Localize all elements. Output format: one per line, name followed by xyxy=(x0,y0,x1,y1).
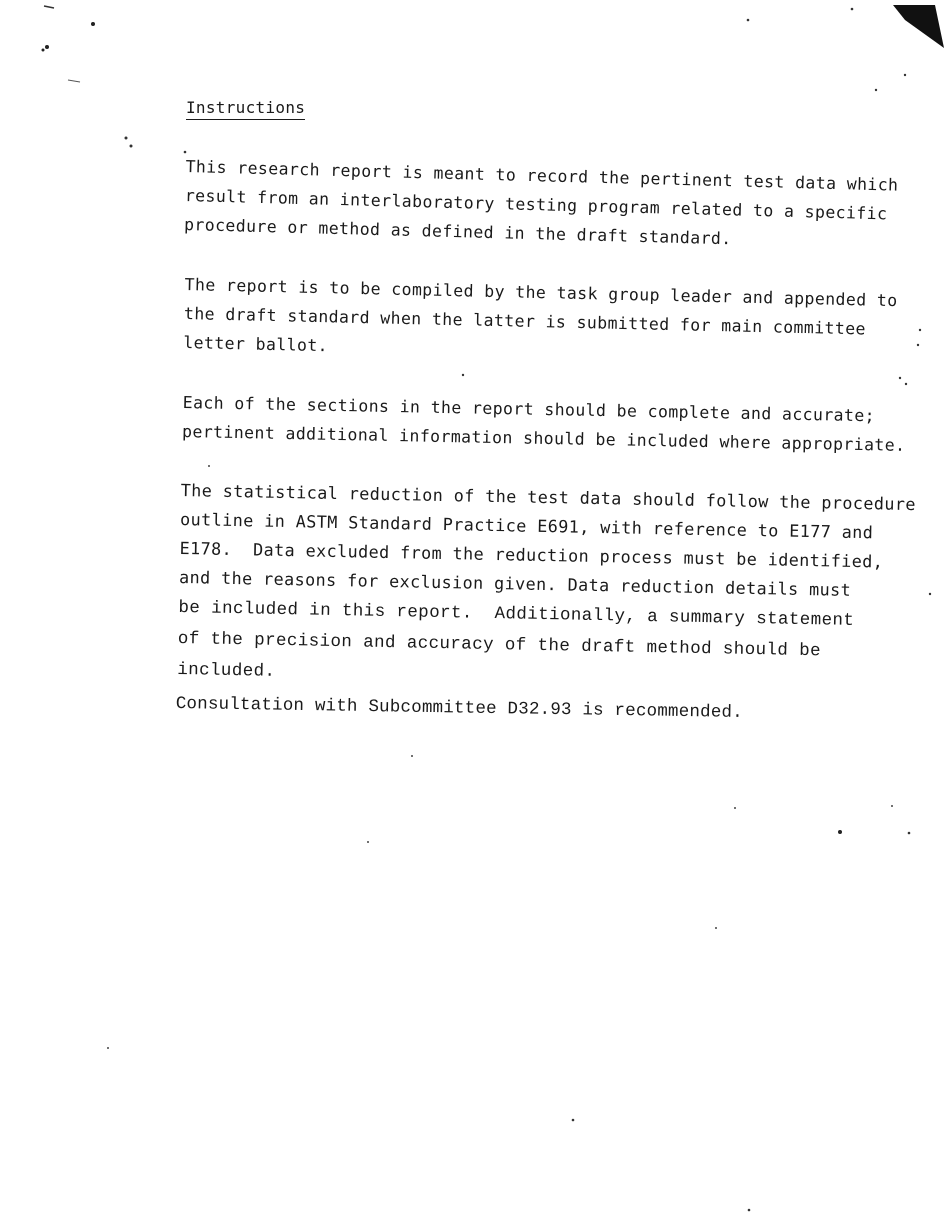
speck xyxy=(747,19,750,22)
speck xyxy=(572,1119,575,1122)
speck xyxy=(411,755,413,757)
paragraph-line: The report is to be compiled by the task group leader and appended to xyxy=(184,274,898,311)
speck xyxy=(462,374,464,376)
speck xyxy=(45,45,49,49)
corner-smudge xyxy=(893,5,944,48)
speck xyxy=(734,807,736,809)
speck xyxy=(851,8,854,11)
paragraph-purpose xyxy=(184,152,899,258)
speck xyxy=(130,145,133,148)
paragraph-line: letter ballot. xyxy=(183,332,329,356)
paragraph-line: The statistical reduction of the test data should follow the procedure xyxy=(180,479,917,515)
paragraph-line: result from an interlaboratory testing program related to a specific xyxy=(184,185,888,224)
paragraph-line: procedure or method as defined in the draft standard. xyxy=(183,214,732,249)
paragraph-line: included. xyxy=(177,659,276,682)
speck xyxy=(91,22,95,26)
paragraph-line: and the reasons for exclusion given. Data reduction details must xyxy=(178,566,852,600)
paragraph-compilation xyxy=(183,270,898,373)
speck xyxy=(838,830,842,834)
paragraph-line: This research report is meant to record the pertinent test data which xyxy=(185,156,899,195)
speck xyxy=(875,89,877,91)
paragraph-line: Each of the sections in the report should be complete and accurate; xyxy=(182,392,876,426)
speck xyxy=(748,1209,751,1212)
speck xyxy=(367,841,369,843)
speck xyxy=(908,832,911,835)
instructions-heading: Instructions xyxy=(186,98,305,120)
speck xyxy=(715,927,717,929)
speck xyxy=(42,49,45,52)
speck xyxy=(899,377,901,379)
speck xyxy=(891,805,893,807)
paragraph-line: outline in ASTM Standard Practice E691, with reference to E177 and xyxy=(179,508,874,543)
speck xyxy=(125,137,128,140)
paragraph-line: the draft standard when the latter is submitted for main committee xyxy=(183,303,867,339)
paragraph-line: of the precision and accuracy of the draft method should be xyxy=(177,628,822,662)
paragraph-line: pertinent additional information should be included where appropriate. xyxy=(181,421,906,455)
paragraph-line: be included in this report. Additionally, a summary statement xyxy=(178,597,855,631)
paragraph-statistical-reduction xyxy=(177,476,916,699)
paragraph-line: Consultation with Subcommittee D32.93 is recommended. xyxy=(175,693,744,723)
speck xyxy=(929,593,931,595)
speck xyxy=(919,329,921,331)
speck xyxy=(905,383,907,385)
speck xyxy=(904,74,906,76)
speck xyxy=(107,1047,109,1049)
speck xyxy=(68,80,80,82)
speck xyxy=(44,6,54,8)
paragraph-line: E178. Data excluded from the reduction process must be identified, xyxy=(179,537,884,572)
speck xyxy=(208,465,210,467)
speck xyxy=(917,344,919,346)
